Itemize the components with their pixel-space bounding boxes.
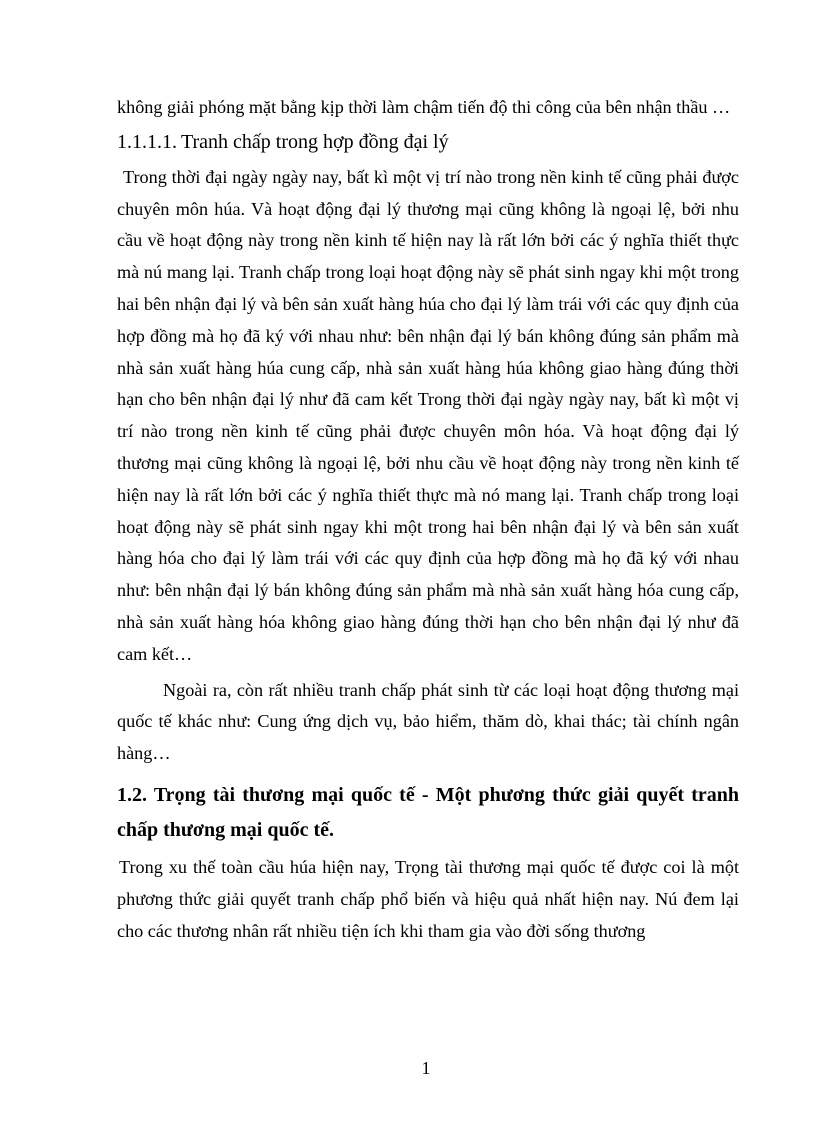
subsection-heading: [117, 128, 739, 156]
subsection-number: 1.1.1.1.: [117, 130, 177, 153]
section-heading: 1.2. Trọng tài thương mại quốc tế - Một phương thức giải quyết tranh chấp thương mại quốc tế.: [117, 783, 739, 841]
page-number: 1: [421, 1058, 431, 1078]
paragraph-agency-disputes: Trong thời đại ngày ngày nay, bất kì một vị trí nào trong nền kinh tế cũng phải được chuyên môn húa. Và hoạt động đại lý thương mại cũng không là ngoại lệ, bởi nhu cầu về hoạt động này trong nền kinh tế hiện nay là rất lớn bởi các ý nghĩa thiết thực mà nú mang lại. Tranh chấp trong loại hoạt động này sẽ phát sinh ngay khi một trong hai bên nhận đại lý và bên sản xuất hàng húa cho đại lý làm trái với các quy định của hợp đồng mà họ đã ký với nhau như: bên nhận đại lý bán không đúng sản phẩm mà nhà sản xuất hàng húa cung cấp, nhà sản xuất hàng húa không giao hàng đúng thời hạn cho bên nhận đại lý như đã cam kết Trong thời đại ngày ngày nay, bất kì một vị trí nào trong nền kinh tế cũng phải được chuyên môn hóa. Và hoạt động đại lý thương mại cũng không là ngoại lệ, bởi nhu cầu về hoạt động này trong nền kinh tế hiện nay là rất lớn bởi các ý nghĩa thiết thực mà nó mang lại. Tranh chấp trong loại hoạt động này sẽ phát sinh ngay khi một trong hai bên nhận đại lý và bên sản xuất hàng hóa cho đại lý làm trái với các quy định của hợp đồng mà họ đã ký với nhau như: bên nhận đại lý bán không đúng sản phẩm mà nhà sản xuất hàng hóa cung cấp, nhà sản xuất hàng hóa không giao hàng đúng thời hạn cho bên nhận đại lý như đã cam kết…: [117, 166, 739, 664]
paragraph-arbitration: Trong xu thế toàn cầu húa hiện nay, Trọng tài thương mại quốc tế được coi là một phương thức giải quyết tranh chấp phổ biến và hiệu quả nhất hiện nay. Nú đem lại cho các thương nhân rất nhiều tiện ích khi tham gia vào đời sống thương: [117, 856, 739, 941]
paragraph-other-disputes: Ngoài ra, còn rất nhiều tranh chấp phát sinh từ các loại hoạt động thương mại quốc tế khác như: Cung ứng dịch vụ, bảo hiểm, thăm dò, khai thác; tài chính ngân hàng…: [117, 679, 739, 764]
page-content: [117, 92, 739, 947]
intro-paragraph: không giải phóng mặt bằng kịp thời làm chậm tiến độ thi công của bên nhận thầu …: [117, 97, 731, 117]
subsection-title: Tranh chấp trong hợp đồng đại lý: [181, 130, 449, 153]
